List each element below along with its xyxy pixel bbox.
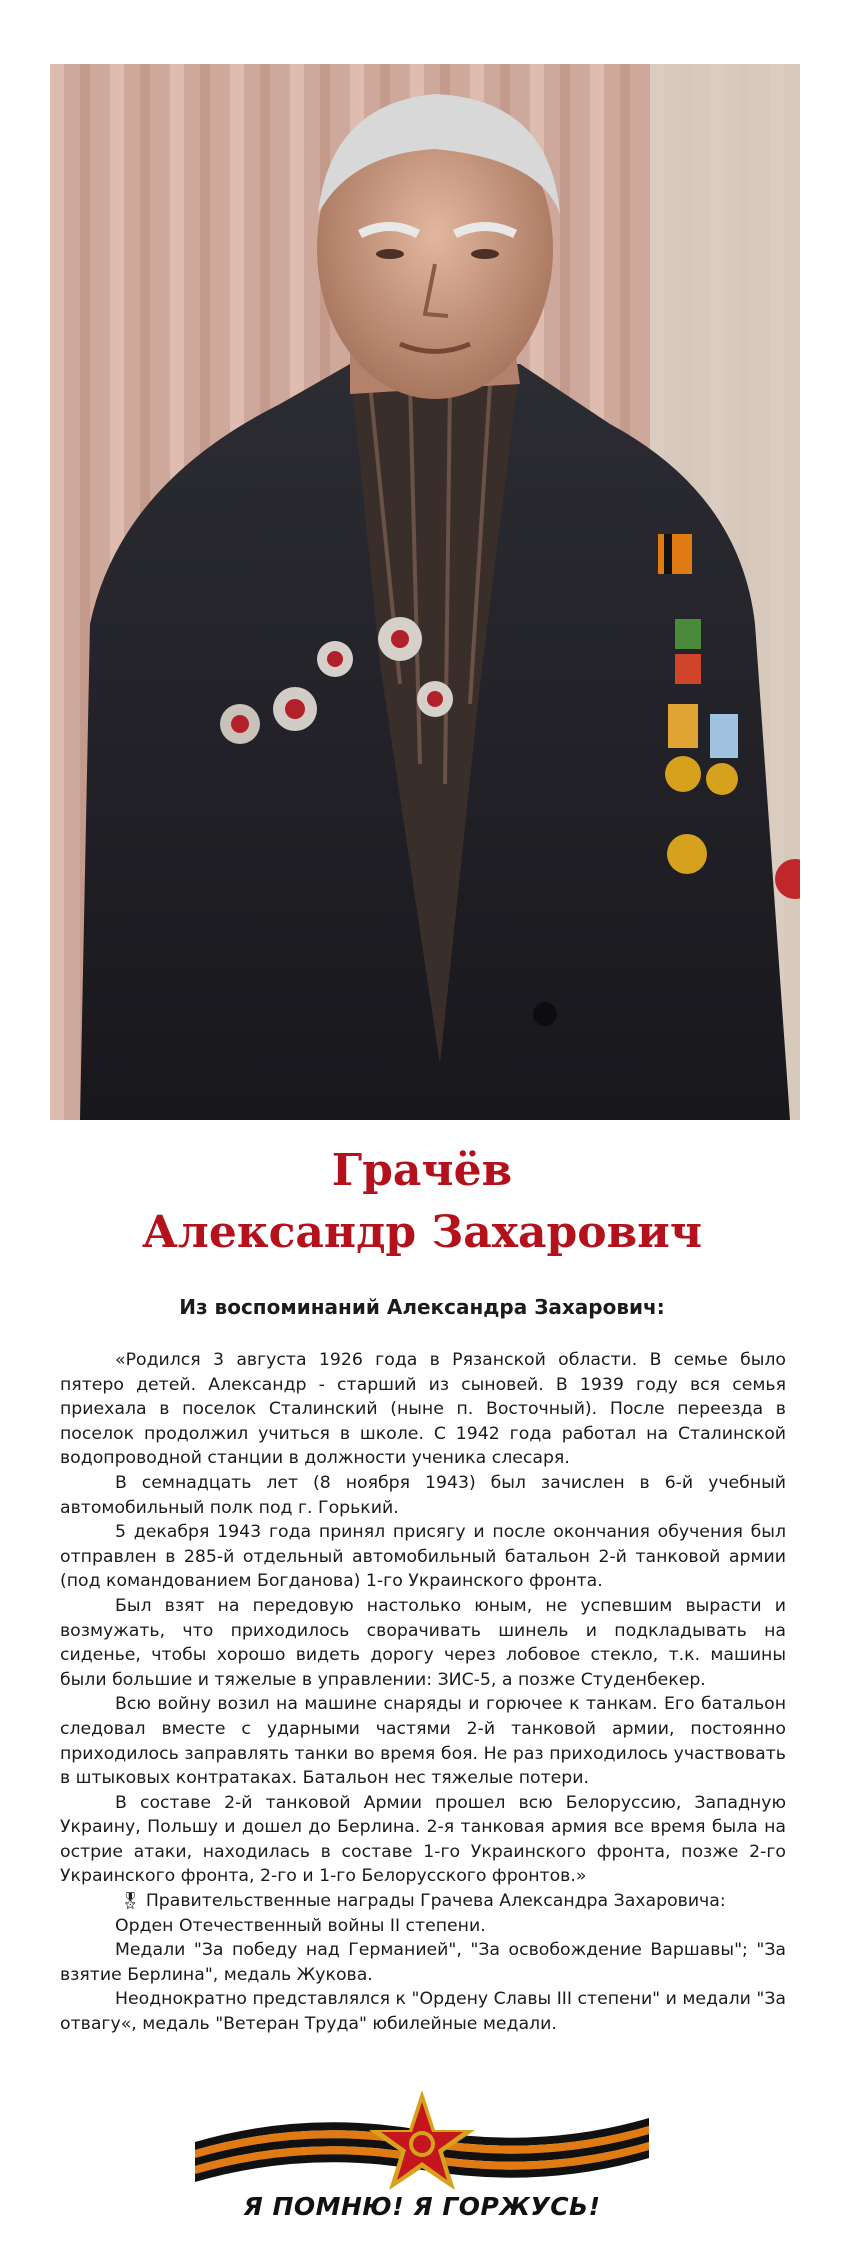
award-line: Медали "За победу над Германией", "За освобождение Варшавы"; "За взятие Берлина", медаль Жукова. (60, 1940, 786, 1985)
portrait-illustration (50, 64, 800, 1120)
slogan: Я ПОМНЮ! Я ГОРЖУСЬ! (243, 2192, 601, 2221)
paragraph: Был взят на передовую настолько юным, не успевшим вырасти и возмужать, что приходилось сворачивать шинель и подкладывать на сиденье, чтобы хорошо видеть дорогу через лобовое стекло, т.к. машины были большие и тяжелые в управлении: ЗИС-5, а позже Студенбекер. (60, 1595, 786, 1690)
last-name: Грачёв (331, 1145, 513, 1196)
first-middle-name: Александр Захарович (141, 1207, 703, 1258)
paragraph: В семнадцать лет (8 ноября 1943) был зачислен в 6-й учебный автомобильный полк под г. Горький. (60, 1472, 786, 1518)
awards-heading: Правительственные награды Грачева Александра Захаровича: (145, 1891, 726, 1912)
award-line: Неоднократно представлялся к "Ордену Славы III степени" и медали "За отвагу«, медаль "Ветеран Труда" юбилейные медали. (60, 1989, 786, 2035)
paragraph: В составе 2-й танковой Армии прошел всю Белоруссию, Западную Украину, Польшу и дошел до Берлина. 2-я танковая армия все время была на острие атаки, находилась в составе 1-го Украинского фронта, позже 2-го Украинского фронта, 2-го и 1-го Белорусского фронтов.» (60, 1792, 786, 1887)
portrait-photo (50, 64, 800, 1120)
awards-heading-row (60, 1889, 786, 1914)
award-line: Орден Отечественный войны II степени. (115, 1915, 486, 1936)
paragraph: «Родился 3 августа 1926 года в Рязанской области. В семье было пятеро детей. Александр - старший из сыновей. В 1939 году вся семья приехала в поселок Сталинский (ныне п. Восточный). После переезда в поселок продолжил учиться в школе. С 1942 года работал на Сталинской водопроводной станции в должности ученика слесаря. (60, 1350, 786, 1469)
paragraph: 5 декабря 1943 года принял присягу и после окончания обучения был отправлен в 285-й отдельный автомобильный батальон 2-й танковой армии (под командованием Богданова) 1-го Украинского фронта. (60, 1522, 786, 1592)
paragraph: Всю войну возил на машине снаряды и горючее к танкам. Его батальон следовал вместе с ударными частями 2-й танковой армии, постоянно приходилось заправлять танки во время боя. Не раз приходилось участвовать в штыковых контратаках. Батальон нес тяжелые потери. (60, 1694, 786, 1789)
memoir-body (60, 1348, 786, 2037)
memoir-subtitle: Из воспоминаний Александра Захарович: (179, 1295, 665, 1319)
person-name (0, 1140, 844, 1264)
medal-icon: 🎖 (120, 1891, 141, 1911)
